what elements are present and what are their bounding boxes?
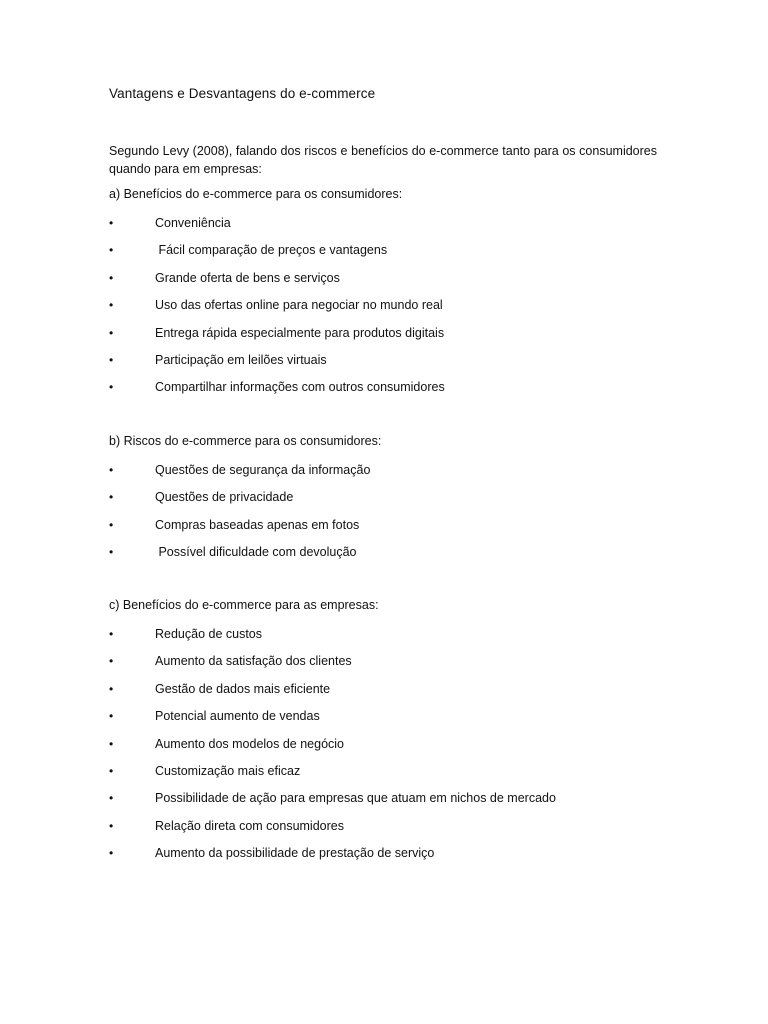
- list-item-text: Participação em leilões virtuais: [155, 352, 327, 367]
- bullet-icon: •: [109, 463, 114, 477]
- list-item-text: Aumento da possibilidade de prestação de serviço: [155, 846, 435, 861]
- bullet-icon: •: [109, 325, 114, 340]
- bullet-icon: •: [109, 709, 114, 724]
- bullet-icon: •: [109, 517, 114, 532]
- list-item-text: Grande oferta de bens e serviços: [155, 270, 340, 285]
- list-item-text: Uso das ofertas online para negociar no mundo real: [155, 298, 443, 313]
- list-item-text: Customização mais eficaz: [155, 763, 301, 778]
- list-item-text: Gestão de dados mais eficiente: [155, 681, 331, 696]
- list-item-text: Questões de privacidade: [155, 490, 294, 505]
- bullet-icon: •: [109, 846, 114, 861]
- section-a-heading: a) Benefícios do e-commerce para os consumidores:: [109, 187, 403, 201]
- bullet-icon: •: [109, 681, 114, 696]
- list-item-text: Possível dificuldade com devolução: [155, 545, 357, 560]
- section-b-heading: b) Riscos do e-commerce para os consumidores:: [109, 434, 382, 448]
- list-item-text: Aumento dos modelos de negócio: [155, 736, 345, 751]
- section-c-heading: c) Benefícios do e-commerce para as empresas:: [109, 598, 379, 612]
- bullet-icon: •: [109, 545, 114, 560]
- bullet-icon: •: [109, 818, 114, 833]
- bullet-icon: •: [109, 298, 114, 313]
- list-item-text: Conveniência: [155, 216, 231, 230]
- bullet-icon: •: [109, 791, 114, 806]
- list-item-text: Potencial aumento de vendas: [155, 709, 320, 724]
- bullet-icon: •: [109, 763, 114, 778]
- list-item-text: Entrega rápida especialmente para produtos digitais: [155, 325, 445, 340]
- bullet-icon: •: [109, 490, 114, 505]
- bullet-icon: •: [109, 270, 114, 285]
- list-item-text: Fácil comparação de preços e vantagens: [155, 243, 388, 258]
- bullet-icon: •: [109, 627, 114, 641]
- bullet-icon: •: [109, 352, 114, 367]
- list-item-text: Redução de custos: [155, 627, 263, 641]
- list-item-text: Possibilidade de ação para empresas que atuam em nichos de mercado: [155, 791, 556, 806]
- list-item-text: Compras baseadas apenas em fotos: [155, 517, 360, 532]
- bullet-icon: •: [109, 654, 114, 669]
- list-item-text: Relação direta com consumidores: [155, 818, 344, 833]
- list-item-text: Aumento da satisfação dos clientes: [155, 654, 352, 669]
- list-item-text: Questões de segurança da informação: [155, 463, 371, 477]
- bullet-icon: •: [109, 736, 114, 751]
- intro-paragraph: Segundo Levy (2008), falando dos riscos e benefícios do e-commerce tanto para os consumidores quando para em empresas:: [109, 144, 657, 176]
- bullet-icon: •: [109, 243, 114, 258]
- bullet-icon: •: [109, 380, 114, 395]
- list-item-text: Compartilhar informações com outros consumidores: [155, 380, 445, 395]
- page-title: Vantagens e Desvantagens do e-commerce: [109, 86, 376, 101]
- bullet-icon: •: [109, 216, 114, 230]
